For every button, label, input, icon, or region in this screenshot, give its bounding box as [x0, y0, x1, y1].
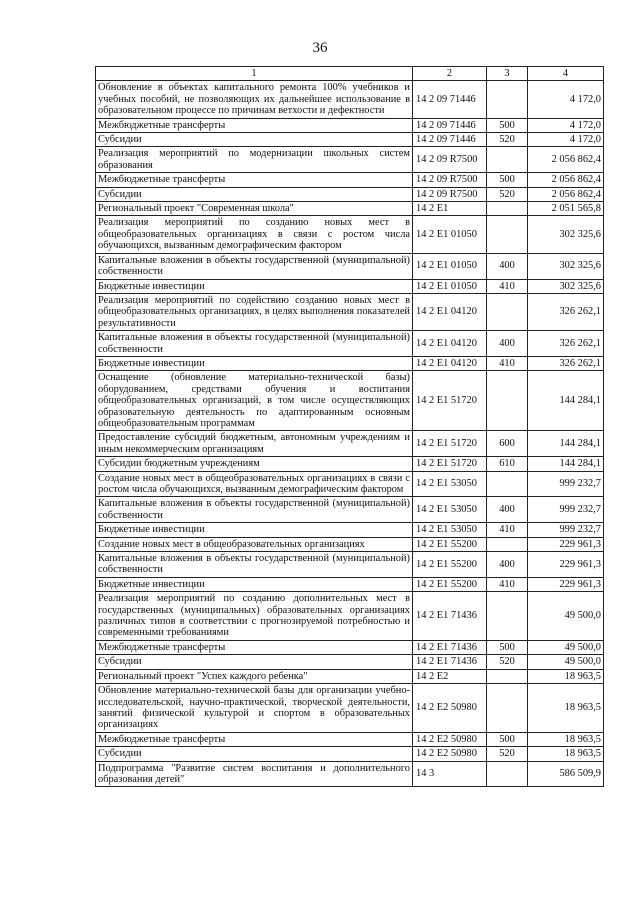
table-row	[96, 523, 604, 537]
row-sum-cell: 326 262,1	[528, 356, 604, 370]
table-row	[96, 202, 604, 216]
row-type-cell	[487, 761, 528, 787]
row-sum-cell: 2 056 862,4	[528, 147, 604, 173]
row-sum-cell: 302 325,6	[528, 216, 604, 253]
page-number: 36	[312, 40, 328, 56]
row-name-cell: Бюджетные инвестиции	[96, 356, 413, 370]
row-name-cell: Субсидии	[96, 655, 413, 669]
row-type-cell	[487, 147, 528, 173]
row-sum-cell: 586 509,9	[528, 761, 604, 787]
row-type-cell: 500	[487, 640, 528, 654]
row-sum-cell: 49 500,0	[528, 592, 604, 641]
row-name-cell: Бюджетные инвестиции	[96, 279, 413, 293]
row-sum-cell: 302 325,6	[528, 253, 604, 279]
table-row	[96, 592, 604, 641]
table-row	[96, 133, 604, 147]
row-sum-cell: 49 500,0	[528, 640, 604, 654]
table-row	[96, 279, 604, 293]
table-row	[96, 187, 604, 201]
row-sum-cell: 302 325,6	[528, 279, 604, 293]
row-name-cell: Субсидии	[96, 747, 413, 761]
table-row	[96, 747, 604, 761]
row-type-cell: 400	[487, 331, 528, 357]
table-row	[96, 761, 604, 787]
row-name-cell: Региональный проект "Успех каждого ребенка"	[96, 669, 413, 683]
row-type-cell: 520	[487, 133, 528, 147]
row-type-cell: 400	[487, 552, 528, 578]
table-row	[96, 293, 604, 330]
row-type-cell: 410	[487, 356, 528, 370]
row-type-cell	[487, 293, 528, 330]
row-code-cell: 14 2 E1 53050	[413, 523, 487, 537]
row-type-cell: 400	[487, 253, 528, 279]
row-sum-cell: 4 172,0	[528, 81, 604, 118]
row-type-cell: 520	[487, 187, 528, 201]
row-name-cell: Субсидии бюджетным учреждениям	[96, 457, 413, 471]
row-code-cell: 14 2 E1	[413, 202, 487, 216]
row-type-cell: 410	[487, 577, 528, 591]
row-type-cell	[487, 537, 528, 551]
row-code-cell: 14 2 E2	[413, 669, 487, 683]
row-type-cell: 500	[487, 173, 528, 187]
table-row	[96, 331, 604, 357]
table-row	[96, 552, 604, 578]
row-sum-cell: 144 284,1	[528, 457, 604, 471]
table-row	[96, 684, 604, 733]
row-sum-cell: 18 963,5	[528, 732, 604, 746]
row-code-cell: 14 2 E2 50980	[413, 732, 487, 746]
row-sum-cell: 999 232,7	[528, 523, 604, 537]
row-type-cell	[487, 371, 528, 431]
row-name-cell: Субсидии	[96, 187, 413, 201]
row-code-cell: 14 2 E1 04120	[413, 331, 487, 357]
row-code-cell: 14 2 E1 71436	[413, 655, 487, 669]
row-code-cell: 14 2 E1 01050	[413, 253, 487, 279]
row-code-cell: 14 2 E1 53050	[413, 471, 487, 497]
row-sum-cell: 144 284,1	[528, 431, 604, 457]
row-code-cell: 14 2 E1 01050	[413, 279, 487, 293]
row-type-cell	[487, 81, 528, 118]
header-col-2: 2	[413, 67, 487, 81]
row-code-cell: 14 2 09 71446	[413, 118, 487, 132]
row-code-cell: 14 2 09 R7500	[413, 147, 487, 173]
row-type-cell: 410	[487, 279, 528, 293]
row-name-cell: Бюджетные инвестиции	[96, 577, 413, 591]
row-name-cell: Капитальные вложения в объекты государственной (муниципальной) собственности	[96, 253, 413, 279]
row-name-cell: Реализация мероприятий по созданию новых мест в общеобразовательных организациях в связи с ростом числа обучающихся, вызванным демографическим фактором	[96, 216, 413, 253]
table-row	[96, 173, 604, 187]
row-type-cell: 610	[487, 457, 528, 471]
row-type-cell	[487, 471, 528, 497]
row-type-cell: 500	[487, 732, 528, 746]
row-sum-cell: 326 262,1	[528, 331, 604, 357]
row-type-cell: 410	[487, 523, 528, 537]
row-type-cell	[487, 684, 528, 733]
row-name-cell: Реализация мероприятий по модернизации школьных систем образования	[96, 147, 413, 173]
row-type-cell: 600	[487, 431, 528, 457]
table-row	[96, 118, 604, 132]
row-name-cell: Подпрограмма "Развитие систем воспитания и дополнительного образования детей"	[96, 761, 413, 787]
row-sum-cell: 144 284,1	[528, 371, 604, 431]
row-code-cell: 14 2 E1 55200	[413, 537, 487, 551]
row-name-cell: Бюджетные инвестиции	[96, 523, 413, 537]
header-col-3: 3	[487, 67, 528, 81]
row-sum-cell: 4 172,0	[528, 133, 604, 147]
row-name-cell: Межбюджетные трансферты	[96, 732, 413, 746]
row-code-cell: 14 2 09 71446	[413, 133, 487, 147]
row-type-cell: 500	[487, 118, 528, 132]
row-sum-cell: 229 961,3	[528, 577, 604, 591]
row-sum-cell: 229 961,3	[528, 552, 604, 578]
row-code-cell: 14 2 E1 55200	[413, 577, 487, 591]
row-type-cell: 400	[487, 497, 528, 523]
table-row	[96, 577, 604, 591]
row-name-cell: Создание новых мест в общеобразовательных организациях	[96, 537, 413, 551]
row-sum-cell: 2 056 862,4	[528, 173, 604, 187]
table-row	[96, 471, 604, 497]
budget-table-body	[96, 67, 604, 787]
row-sum-cell: 4 172,0	[528, 118, 604, 132]
row-name-cell: Капитальные вложения в объекты государственной (муниципальной) собственности	[96, 331, 413, 357]
table-row	[96, 253, 604, 279]
row-code-cell: 14 2 09 R7500	[413, 173, 487, 187]
row-code-cell: 14 2 09 71446	[413, 81, 487, 118]
row-name-cell: Обновление материально-технической базы для организации учебно-исследовательской, научно-практической, творческой деятельности, занятий физической культурой и спортом в образовательных организациях	[96, 684, 413, 733]
table-row	[96, 216, 604, 253]
row-name-cell: Межбюджетные трансферты	[96, 118, 413, 132]
row-code-cell: 14 3	[413, 761, 487, 787]
row-code-cell: 14 2 09 R7500	[413, 187, 487, 201]
row-name-cell: Реализация мероприятий по содействию созданию новых мест в общеобразовательных организациях, в целях выполнения показателей результативности	[96, 293, 413, 330]
row-code-cell: 14 2 E1 53050	[413, 497, 487, 523]
row-sum-cell: 999 232,7	[528, 497, 604, 523]
row-type-cell	[487, 202, 528, 216]
row-sum-cell: 2 056 862,4	[528, 187, 604, 201]
row-code-cell: 14 2 E1 01050	[413, 216, 487, 253]
row-name-cell: Обновление в объектах капитального ремонта 100% учебников и учебных пособий, не позволяющих их дальнейшее использование в образовательном процессе по причинам ветхости и дефектности	[96, 81, 413, 118]
row-sum-cell: 229 961,3	[528, 537, 604, 551]
row-name-cell: Капитальные вложения в объекты государственной (муниципальной) собственности	[96, 552, 413, 578]
table-row	[96, 356, 604, 370]
row-name-cell: Создание новых мест в общеобразовательных организациях в связи с ростом числа обучающихся, вызванным демографическим фактором	[96, 471, 413, 497]
row-sum-cell: 2 051 565,8	[528, 202, 604, 216]
table-row	[96, 431, 604, 457]
row-sum-cell: 326 262,1	[528, 293, 604, 330]
row-type-cell: 520	[487, 747, 528, 761]
table-row	[96, 147, 604, 173]
row-sum-cell: 49 500,0	[528, 655, 604, 669]
budget-table	[95, 66, 604, 787]
row-name-cell: Межбюджетные трансферты	[96, 640, 413, 654]
table-row	[96, 537, 604, 551]
table-row	[96, 81, 604, 118]
row-sum-cell: 18 963,5	[528, 684, 604, 733]
row-name-cell: Предоставление субсидий бюджетным, автономным учреждениям и иным некоммерческим организациям	[96, 431, 413, 457]
table-row	[96, 669, 604, 683]
table-row	[96, 497, 604, 523]
row-name-cell: Межбюджетные трансферты	[96, 173, 413, 187]
row-code-cell: 14 2 E1 71436	[413, 640, 487, 654]
row-sum-cell: 18 963,5	[528, 669, 604, 683]
row-code-cell: 14 2 E1 71436	[413, 592, 487, 641]
row-type-cell	[487, 669, 528, 683]
row-name-cell: Оснащение (обновление материально-технической базы) оборудованием, средствами обучения и воспитания общеобразовательных организаций, в том числе осуществляющих образовательную деятельность по адаптированным основным общеобразовательным программам	[96, 371, 413, 431]
row-type-cell: 520	[487, 655, 528, 669]
table-row	[96, 655, 604, 669]
row-sum-cell: 18 963,5	[528, 747, 604, 761]
table-row	[96, 457, 604, 471]
row-name-cell: Капитальные вложения в объекты государственной (муниципальной) собственности	[96, 497, 413, 523]
row-code-cell: 14 2 E2 50980	[413, 684, 487, 733]
row-code-cell: 14 2 E2 50980	[413, 747, 487, 761]
row-name-cell: Реализация мероприятий по созданию дополнительных мест в государственных (муниципальных) образовательных организациях различных типов в соответствии с прогнозируемой потребностью и современными требованиями	[96, 592, 413, 641]
row-sum-cell: 999 232,7	[528, 471, 604, 497]
row-code-cell: 14 2 E1 51720	[413, 431, 487, 457]
row-code-cell: 14 2 E1 55200	[413, 552, 487, 578]
table-row	[96, 640, 604, 654]
row-name-cell: Субсидии	[96, 133, 413, 147]
row-code-cell: 14 2 E1 51720	[413, 371, 487, 431]
table-row	[96, 732, 604, 746]
row-code-cell: 14 2 E1 04120	[413, 356, 487, 370]
table-header-row	[96, 67, 604, 81]
header-col-1: 1	[96, 67, 413, 81]
header-col-4: 4	[528, 67, 604, 81]
row-code-cell: 14 2 E1 51720	[413, 457, 487, 471]
row-type-cell	[487, 216, 528, 253]
table-row	[96, 371, 604, 431]
row-type-cell	[487, 592, 528, 641]
row-name-cell: Региональный проект "Современная школа"	[96, 202, 413, 216]
row-code-cell: 14 2 E1 04120	[413, 293, 487, 330]
